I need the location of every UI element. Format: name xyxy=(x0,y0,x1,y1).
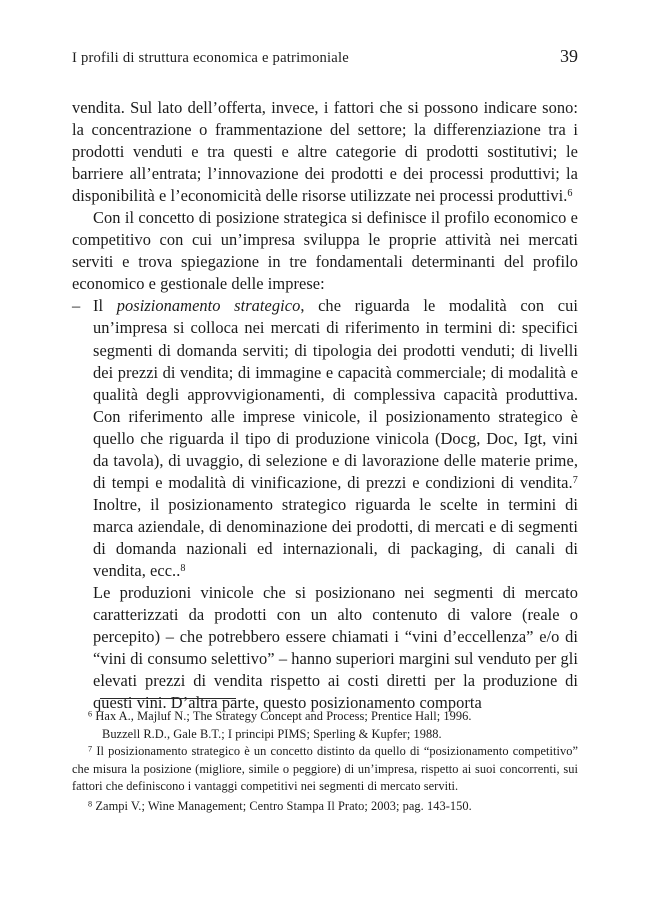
footnote-6 xyxy=(72,708,578,726)
paragraph-posizione-strategica: Con il concetto di posizione strategica si definisce il profilo economico e competitivo con cui un’impresa sviluppa le proprie attività nei mercati serviti e trova spiegazione in tre fondamentali determinanti del profilo economico e gestionale delle imprese: xyxy=(72,208,578,294)
list-item-text xyxy=(93,295,578,582)
running-head-title: I profili di struttura economica e patrimoniale xyxy=(72,50,349,66)
footnote-7-marker: 7 xyxy=(88,744,93,754)
list-item-emphasis: posizionamento strategico xyxy=(116,296,301,316)
footnote-8 xyxy=(72,798,578,816)
running-header xyxy=(72,46,578,67)
footnote-6-line-2-row xyxy=(72,726,578,744)
footnote-ref-6[interactable]: 6 xyxy=(567,188,573,200)
list-item-part-a: , che riguarda le modalità con cui un’impresa si colloca nei mercati di riferimento in termini di: specifici segmenti di domanda serviti; di tipologia dei prodotti venduti; di livelli dei prezzi di vendita; di immagine e capacità commerciale; di modalità e qualità degli approvvigionamenti, di complessiva capacità produttiva. Con riferimento alle imprese vinicole, il posizionamento strategico è quello che riguarda il tipo di produzione vinicola (Docg, Doc, Igt, vini da tavola), di uvaggio, di selezione e di lavorazione delle materie prime, di tempi e modalità di vinificazione, di prezzi e condizioni di vendita. xyxy=(93,296,578,492)
footnote-ref-8[interactable]: 8 xyxy=(180,563,186,575)
main-text-block xyxy=(72,97,578,714)
footnotes-section xyxy=(72,698,578,816)
footnote-6-line-1: Hax A., Majluf N.; The Strategy Concept and Process; Prentice Hall; 1996. xyxy=(92,709,472,723)
footnote-8-marker: 8 xyxy=(88,799,93,809)
footnote-ref-7[interactable]: 7 xyxy=(572,474,578,486)
list-item-part-b: Inoltre, il posizionamento strategico riguarda le scelte in termini di marca aziendale, di denominazione dei prodotti, di mercati e di segmenti di domanda nazionali ed internazionali, di packaging, di canali di vendita, ecc.. xyxy=(93,494,578,580)
footnote-6-line-2: Buzzell R.D., Gale B.T.; I principi PIMS; Sperling & Kupfer; 1988. xyxy=(102,726,442,741)
dash-bullet-icon: – xyxy=(72,296,81,316)
paragraph-vendita xyxy=(72,97,578,207)
footnote-6-marker: 6 xyxy=(88,709,93,719)
page-number: 39 xyxy=(560,46,578,66)
list-item xyxy=(72,295,578,714)
determinanti-list xyxy=(72,295,578,714)
footnote-7-text: Il posizionamento strategico è un concetto distinto da quello di “posizionamento competitivo” che misura la posizione (migliore, simile o peggiore) di un’impresa, rispetto ai suoi concorrenti, sui fattori che definiscono i vantaggi competitivi nei segmenti di mercato serviti. xyxy=(72,744,578,794)
paragraph-vendita-text: vendita. Sul lato dell’offerta, invece, i fattori che si possono indicare sono: la concentrazione o frammentazione del settore; la differenziazione tra i prodotti venduti e tra questi e altre categorie di prodotti sostitutivi; le barriere all’entrata; l’innovazione dei prodotti e dei processi produttivi; la disponibilità e l’economicità delle risorse utilizzate nei processi produttivi. xyxy=(72,98,578,206)
list-item-continuation: Le produzioni vinicole che si posizionano nei segmenti di mercato caratterizzati da prodotti con un alto contenuto di valore (reale o percepito) – che potrebbero essere chiamati i “vini d’eccellenza” e/o di “vini di consumo selettivo” – hanno superiori margini sul venduto per gli elevati prezzi di vendita rispetto ai costi diretti per la produzione di questi vini. D’altra parte, questo posizionamento comporta xyxy=(93,583,578,713)
list-item-lead: Il xyxy=(93,296,117,316)
footnote-separator-rule xyxy=(100,698,236,699)
footnote-8-text: Zampi V.; Wine Management; Centro Stampa Il Prato; 2003; pag. 143-150. xyxy=(92,798,472,813)
footnote-7 xyxy=(72,743,578,796)
